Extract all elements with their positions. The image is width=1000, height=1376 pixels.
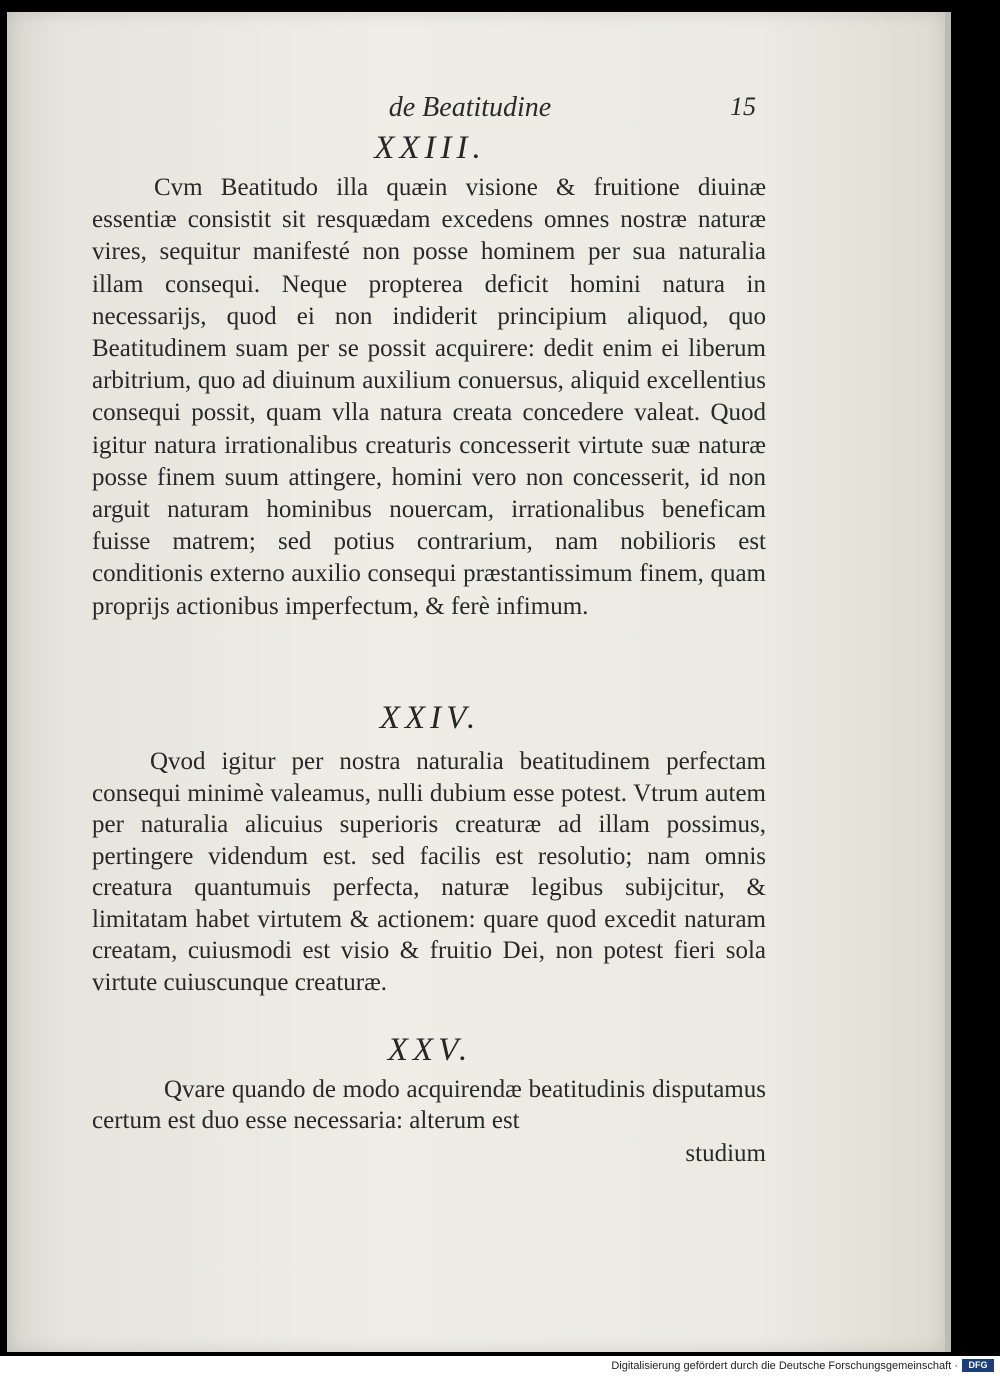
section-heading-xxiv: XXIV.: [379, 700, 481, 736]
section-heading-xxv: XXV.: [387, 1032, 473, 1068]
catchword: studium: [685, 1140, 766, 1167]
section-text-xxv: Qvare quando de modo acquirendæ beatitudinis disputamus certum est duo esse necessaria: alterum est: [92, 1076, 766, 1134]
running-head: de Beatitudine: [388, 92, 552, 123]
section-text-xxiii: Cvm Beatitudo illa quæin visione & fruitione diuinæ essentiæ consistit sit resquædam excedens omnes nostræ naturæ vires, sequitur manifesté non posse hominem per sua naturalia illam consequi. Neque propterea deficit homini natura in necessarijs, quod ei non indiderit principium aliquod, quo Beatitudinem suam per se possit acquirere: dedit enim ei liberum arbitrium, quo ad diuinum auxilium conuersus, aliquid excellentius consequi possit, quam vlla natura creata concedere valeat. Quod igitur natura irrationalibus creaturis concesserit virtute suæ naturæ posse finem suum attingere, homini vero non concesserit, id non arguit naturam hominibus nouercam, irrationalibus beneficam fuisse matrem; sed potius contrarium, nam nobilioris est conditionis externo auxilio consequi præstantissimum finem, quam proprijs actionibus imperfectum, & ferè infimum.: [92, 174, 766, 620]
dfg-logo: DFG: [962, 1359, 994, 1372]
page-edge: [945, 12, 951, 1352]
section-heading-xxiii: XXIII.: [374, 130, 486, 166]
page-number: 15: [730, 92, 756, 121]
section-text-xxiv: Qvod igitur per nostra naturalia beatitudinem perfectam consequi minimè valeamus, nulli dubium esse potest. Vtrum autem per naturalia alicuius superioris creaturæ ad illam possimus, pertingere videndum est. sed facilis est resolutio; nam omnis creatura quantumuis perfecta, naturæ legibus subijcitur, & limitatam habet virtutem & actionem: quare quod excedit naturam creatam, cuiusmodi est visio & fruitio Dei, non potest fieri sola virtute cuiuscunque creaturæ.: [92, 748, 766, 996]
digitization-credit: Digitalisierung gefördert durch die Deutsche Forschungsgemeinschaft ·: [611, 1360, 958, 1372]
